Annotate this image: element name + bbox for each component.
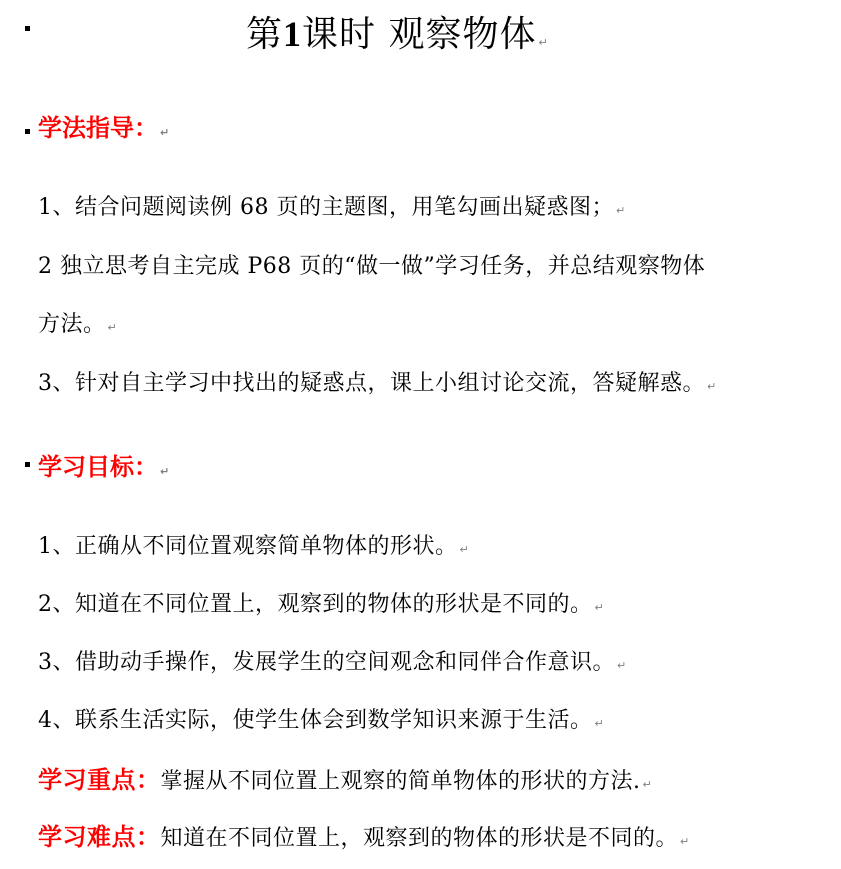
paragraph-mark-icon: ↵ bbox=[707, 380, 717, 393]
section-heading-goals bbox=[38, 447, 169, 482]
goal-item-4: 4、联系生活实际，使学生体会到数学知识来源于生活。 ↵ bbox=[38, 708, 605, 733]
paragraph-mark-icon: ↵ bbox=[680, 835, 690, 848]
difficulty-text: 知道在不同位置上，观察到的物体的形状是不同的。 bbox=[160, 826, 679, 851]
list-bullet bbox=[25, 26, 30, 31]
list-bullet bbox=[25, 462, 30, 467]
title-suffix: 课时 观察物体 bbox=[302, 14, 537, 55]
paragraph-mark-icon: ↵ bbox=[642, 778, 653, 791]
paragraph-mark-icon: ↵ bbox=[107, 321, 118, 334]
method-item-1: 1、结合问题阅读例 68 页的主题图，用笔勾画出疑惑图； ↵ bbox=[38, 195, 626, 220]
list-bullet bbox=[25, 129, 30, 134]
paragraph-mark-icon: ↵ bbox=[594, 601, 605, 614]
key-point-line bbox=[38, 760, 652, 795]
heading-text: 学法指导： bbox=[38, 114, 158, 142]
heading-text: 学习目标： bbox=[38, 453, 158, 481]
paragraph-mark-icon: ↵ bbox=[594, 717, 605, 730]
key-point-label: 学习重点： bbox=[38, 766, 161, 794]
page-title bbox=[246, 6, 549, 57]
method-item-3: 3、针对自主学习中找出的疑惑点，课上小组讨论交流，答疑解惑。 ↵ bbox=[38, 371, 717, 396]
paragraph-mark-icon: ↵ bbox=[459, 543, 470, 556]
title-number: 1 bbox=[283, 14, 303, 54]
method-item-2-cont: 方法。 ↵ bbox=[38, 312, 118, 337]
paragraph-mark-icon: ↵ bbox=[160, 126, 170, 139]
method-item-2: 2 独立思考自主完成 P68 页的“做一做”学习任务，并总结观察物体 bbox=[38, 254, 706, 279]
paragraph-mark-icon: ↵ bbox=[617, 659, 627, 672]
paragraph-mark-icon: ↵ bbox=[615, 204, 626, 217]
key-point-text: 掌握从不同位置上观察的简单物体的形状的方法. bbox=[160, 769, 641, 794]
difficulty-line bbox=[38, 817, 690, 852]
goal-item-3: 3、借助动手操作，发展学生的空间观念和同伴合作意识。 ↵ bbox=[38, 650, 627, 675]
section-heading-method bbox=[38, 108, 169, 143]
difficulty-label: 学习难点： bbox=[38, 823, 161, 851]
goal-item-2: 2、知道在不同位置上，观察到的物体的形状是不同的。 ↵ bbox=[38, 592, 605, 617]
paragraph-mark-icon: ↵ bbox=[160, 465, 170, 478]
goal-item-1: 1、正确从不同位置观察简单物体的形状。 ↵ bbox=[38, 534, 470, 559]
title-prefix: 第 bbox=[246, 14, 284, 55]
paragraph-mark-icon: ↵ bbox=[538, 36, 549, 49]
